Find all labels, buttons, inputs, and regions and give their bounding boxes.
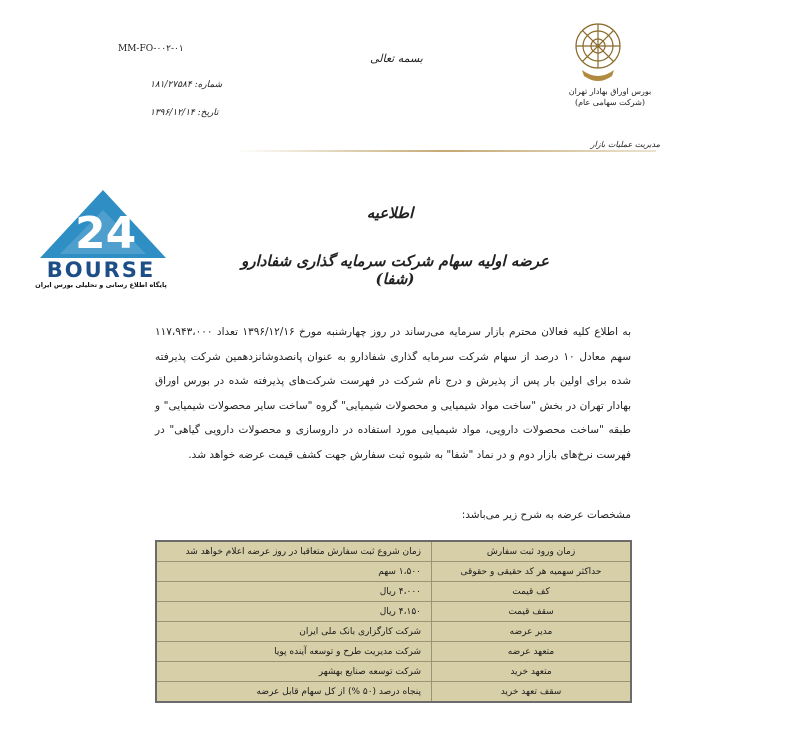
tse-emblem-icon [572,20,624,86]
table-row [156,541,631,562]
table-row [156,662,631,682]
spec-value: ۴،۱۵۰ ریال [156,602,432,622]
spec-value: شرکت توسعه صنایع بهشهر [156,662,432,682]
table-row [156,562,631,582]
document-code: MM-FO-۰۰۲-۰۱ [118,44,184,54]
spec-value: زمان شروع ثبت سفارش متعاقبا در روز عرضه اعلام خواهد شد [156,541,432,562]
bourse-wordmark: BOURSE [46,258,156,282]
spec-label: مدیر عرضه [432,622,632,642]
spec-label: حداکثر سهمیه هر کد حقیقی و حقوقی [432,562,632,582]
spec-value: شرکت کارگزاری بانک ملی ایران [156,622,432,642]
table-row [156,622,631,642]
table-row [156,602,631,622]
spec-label: متعهد عرضه [432,642,632,662]
svg-text:24: 24 [75,208,137,259]
spec-label: سقف قیمت [432,602,632,622]
header-divider [236,150,656,152]
notice-title: عرضه اولیه سهام شرکت سرمایه گذاری شفادارو (شفا) [241,252,549,288]
spec-label: متعهد خرید [432,662,632,682]
table-row [156,582,631,602]
table-row [156,642,631,662]
spec-value: شرکت مدیریت طرح و توسعه آینده پویا [156,642,432,662]
spec-label: سقف تعهد خرید [432,682,632,703]
spec-label: کف قیمت [432,582,632,602]
spec-label: زمان ورود ثبت سفارش [432,541,632,562]
specs-intro: مشخصات عرضه به شرح زیر می‌باشد: [461,509,631,521]
organization-name-line2: (شرکت سهامی عام) [574,98,646,107]
organization-name [560,86,660,108]
document-number: شماره: ۱۸۱/۲۷۵۸۴ [150,80,223,90]
offering-specs-table [155,540,632,703]
document-date: تاریخ: ۱۳۹۶/۱۲/۱۴ [150,108,219,118]
notice-body: به اطلاع کلیه فعالان محترم بازار سرمایه می‌رساند در روز چهارشنبه مورخ ۱۳۹۶/۱۲/۱۶ تعداد ۱۱۷،۹۴۳،۰۰۰ سهم معادل ۱۰ درصد از سهام شرکت سرمایه گذاری شفادارو به عنوان پانصدوشانزدهمین شرکت پذیرفته شده برای اولین بار پس از پذیرش و درج نام شرکت در فهرست شرکت‌های پذیرفته شده در بورس اوراق بهادار تهران در بخش "ساخت مواد شیمیایی و محصولات شیمیایی" گروه "ساخت سایر محصولات شیمیایی" و طبقه "ساخت محصولات دارویی، مواد شیمیایی مورد استفاده در داروسازی و محصولات دارویی گیاهی" در فهرست نرخ‌های بازار دوم و در نماد "شفا" به شیوه ثبت سفارش جهت کشف قیمت عرضه خواهد شد. [155,326,631,461]
spec-value: ۴،۰۰۰ ریال [156,582,432,602]
bourse-caption: پایگاه اطلاع رسانی و تحلیلی بورس ایران [35,281,167,289]
spec-value: پنجاه درصد (۵۰ %) از کل سهام قابل عرضه [156,682,432,703]
notice-heading: اطلاعیه [366,204,414,222]
table-row [156,682,631,703]
organization-name-line1: بورس اوراق بهادار تهران [568,87,652,96]
spec-value: ۱،۵۰۰ سهم [156,562,432,582]
department-name: مدیریت عملیات بازار [590,140,660,149]
basmala: بسمه تعالی [370,52,423,65]
